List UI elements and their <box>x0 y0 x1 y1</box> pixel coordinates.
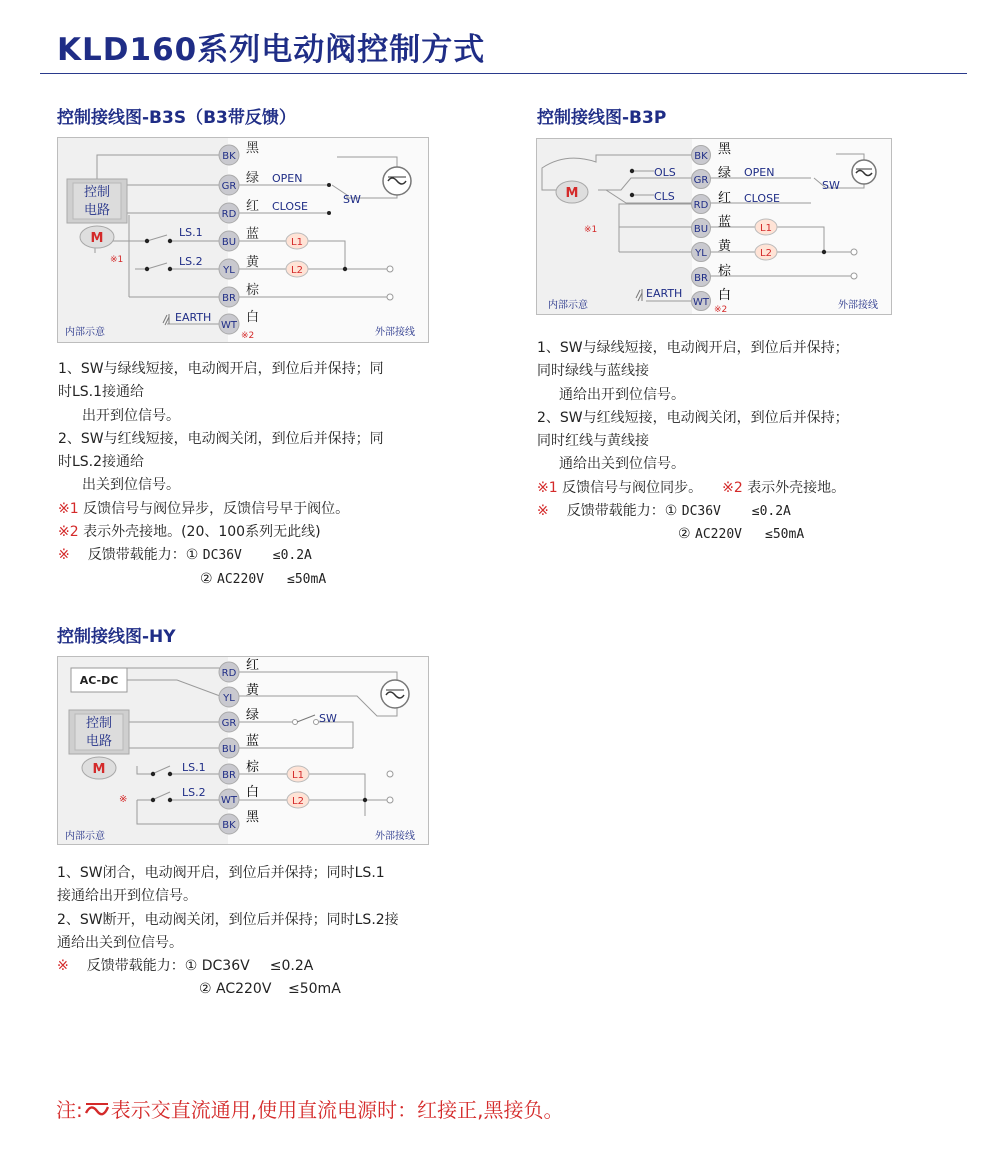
svg-text:L2: L2 <box>292 796 304 807</box>
svg-text:L2: L2 <box>760 248 772 259</box>
b3p-ols-label: OLS <box>654 166 676 179</box>
b3s-ctrl-label-1: 控制 <box>83 185 111 200</box>
b3s-earth-label: EARTH <box>175 311 212 324</box>
b3s-lamp-l2 <box>286 261 308 277</box>
b3p-capacity-2: ② AC220V ≤50mA <box>678 526 805 543</box>
b3p-cls-label: CLS <box>654 190 675 203</box>
b3s-lamp-l1 <box>286 233 308 249</box>
svg-text:YL: YL <box>223 693 235 704</box>
hy-internal-label: 内部示意 <box>65 831 105 842</box>
b3s-heading: 控制接线图-B3S（B3带反馈） <box>57 108 296 128</box>
b3s-ls1-label: LS.1 <box>179 226 203 239</box>
hy-motor-icon <box>82 757 116 779</box>
b3p-lamp-l2 <box>755 244 777 260</box>
b3s-remark-1: ※1 反馈信号与阀位异步，反馈信号早于阀位。 <box>58 500 350 517</box>
b3s-wiring-diagram <box>57 137 429 343</box>
hy-sw-label: SW <box>319 712 337 725</box>
svg-text:红: 红 <box>718 191 732 206</box>
hy-note-1b: 接通给出开到位信号。 <box>57 888 197 905</box>
svg-text:蓝: 蓝 <box>246 734 260 749</box>
svg-text:L2: L2 <box>291 265 303 276</box>
svg-text:BR: BR <box>694 273 708 284</box>
b3s-mark2: ※2 <box>241 331 255 341</box>
svg-text:黄: 黄 <box>246 683 260 698</box>
b3p-capacity-1: ※ 反馈带载能力：① DC36V ≤0.2A <box>537 503 791 520</box>
svg-text:白: 白 <box>246 310 260 325</box>
svg-text:BR: BR <box>222 293 236 304</box>
b3p-note-2c: 通给出关到位信号。 <box>559 456 685 473</box>
svg-text:控制: 控制 <box>85 716 113 731</box>
b3p-mark1: ※1 <box>584 225 598 235</box>
footer-prefix: 注: <box>56 1098 83 1122</box>
svg-text:BK: BK <box>694 151 708 162</box>
b3p-remarks: ※1 反馈信号与阀位同步。 ※2 表示外壳接地。 <box>537 479 846 496</box>
b3s-open-label: OPEN <box>272 172 303 185</box>
svg-text:L1: L1 <box>760 223 772 234</box>
hy-control-block <box>69 710 129 754</box>
svg-text:RD: RD <box>221 668 237 679</box>
svg-text:WT: WT <box>221 320 237 331</box>
b3s-mark1: ※1 <box>110 255 124 265</box>
footer-note <box>56 1094 563 1124</box>
hy-lamp-l2 <box>287 792 309 808</box>
b3p-external-label: 外部接线 <box>838 300 878 311</box>
b3p-note-1b: 同时绿线与蓝线接 <box>537 363 649 380</box>
svg-text:黑: 黑 <box>246 810 260 825</box>
hy-external-label: 外部接线 <box>375 831 415 842</box>
b3s-note-1c: 出开到位信号。 <box>82 407 180 424</box>
b3p-note-2b: 同时红线与黄线接 <box>537 433 649 450</box>
svg-text:黑: 黑 <box>718 142 732 157</box>
hy-ls2-label: LS.2 <box>182 786 206 799</box>
b3p-close-label: CLOSE <box>744 192 781 205</box>
b3s-ctrl-label-2: 电路 <box>83 203 111 218</box>
svg-text:黄: 黄 <box>246 255 260 270</box>
svg-text:黑: 黑 <box>246 141 260 156</box>
b3p-open-label: OPEN <box>744 166 775 179</box>
b3p-notes <box>537 337 849 547</box>
b3p-ac-dc-source-icon <box>852 160 876 184</box>
b3s-note-2b: 时LS.2接通给 <box>58 454 145 471</box>
svg-text:黄: 黄 <box>718 239 732 254</box>
b3p-note-2a: 2、SW与红线短接，电动阀关闭，到位后并保持； <box>537 409 849 426</box>
b3s-internal-label: 内部示意 <box>65 327 105 338</box>
svg-text:BR: BR <box>222 770 236 781</box>
svg-text:GR: GR <box>221 718 237 729</box>
hy-heading: 控制接线图-HY <box>57 627 176 647</box>
b3s-note-2a: 2、SW与红线短接，电动阀关闭，到位后并保持；同 <box>58 430 384 447</box>
b3s-notes <box>58 358 384 591</box>
b3p-motor-icon <box>556 181 588 203</box>
svg-text:M: M <box>92 762 106 777</box>
svg-text:WT: WT <box>693 297 709 308</box>
svg-text:棕: 棕 <box>718 264 732 279</box>
b3s-motor-icon <box>80 226 114 248</box>
page-title: KLD160系列电动阀控制方式 <box>57 32 486 68</box>
hy-lamp-l1 <box>287 766 309 782</box>
b3s-external-label: 外部接线 <box>375 327 415 338</box>
svg-text:电路: 电路 <box>85 734 113 749</box>
footer-text: 表示交直流通用,使用直流电源时：红接正,黑接负。 <box>110 1098 564 1122</box>
svg-text:白: 白 <box>718 288 732 303</box>
hy-notes <box>57 862 399 1002</box>
b3p-mark2: ※2 <box>714 305 728 315</box>
svg-text:蓝: 蓝 <box>246 227 260 242</box>
svg-text:BU: BU <box>221 237 237 248</box>
svg-text:棕: 棕 <box>246 760 260 775</box>
svg-text:红: 红 <box>246 199 260 214</box>
svg-text:AC-DC: AC-DC <box>79 674 119 687</box>
svg-text:绿: 绿 <box>246 171 260 186</box>
title-rule <box>40 73 967 74</box>
hy-capacity-2: ② AC220V ≤50mA <box>199 981 341 998</box>
svg-text:RD: RD <box>221 209 237 220</box>
svg-text:白: 白 <box>246 785 260 800</box>
svg-text:GR: GR <box>221 181 237 192</box>
svg-text:BK: BK <box>222 820 236 831</box>
hy-ac-dc-source-icon <box>381 680 409 708</box>
hy-note-2a: 2、SW断开，电动阀关闭，到位后并保持；同时LS.2接 <box>57 911 399 928</box>
b3s-sw-label: SW <box>343 193 361 206</box>
b3s-note-1b: 时LS.1接通给 <box>58 384 145 401</box>
b3s-capacity-1: ※ 反馈带载能力：① DC36V ≤0.2A <box>58 547 312 564</box>
hy-acdc-box <box>71 668 127 692</box>
svg-text:绿: 绿 <box>718 166 732 181</box>
b3p-internal-label: 内部示意 <box>548 300 588 311</box>
b3s-note-1a: 1、SW与绿线短接，电动阀开启，到位后并保持；同 <box>58 361 384 377</box>
b3p-heading: 控制接线图-B3P <box>537 108 667 128</box>
b3p-note-1c: 通给出开到位信号。 <box>559 386 685 403</box>
svg-text:L1: L1 <box>291 237 303 248</box>
ac-dc-symbol-icon <box>83 1099 111 1124</box>
b3s-capacity-2: ② AC220V ≤50mA <box>200 570 327 587</box>
svg-text:BK: BK <box>222 151 236 162</box>
svg-text:WT: WT <box>221 795 237 806</box>
svg-text:BU: BU <box>693 224 709 235</box>
hy-note-1a: 1、SW闭合，电动阀开启，到位后并保持；同时LS.1 <box>57 865 385 881</box>
hy-note-2b: 通给出关到位信号。 <box>57 934 183 951</box>
b3s-ac-dc-source-icon <box>383 167 411 195</box>
svg-text:BU: BU <box>221 744 237 755</box>
svg-text:RD: RD <box>693 200 709 211</box>
b3s-ls2-label: LS.2 <box>179 255 203 268</box>
b3s-close-label: CLOSE <box>272 200 309 213</box>
svg-text:YL: YL <box>223 265 235 276</box>
b3p-lamp-l1 <box>755 219 777 235</box>
b3p-earth-label: EARTH <box>646 287 683 300</box>
b3s-note-2c: 出关到位信号。 <box>82 477 180 494</box>
b3p-note-1a: 1、SW与绿线短接，电动阀开启，到位后并保持； <box>537 340 849 356</box>
svg-text:红: 红 <box>246 658 260 673</box>
b3s-control-block <box>67 179 127 223</box>
b3s-remark-2: ※2 表示外壳接地。(20、100系列无此线) <box>58 524 321 541</box>
svg-text:蓝: 蓝 <box>718 215 732 230</box>
svg-text:M: M <box>565 186 579 201</box>
svg-text:棕: 棕 <box>246 283 260 298</box>
svg-text:GR: GR <box>693 175 709 186</box>
hy-capacity-1: ※ 反馈带载能力：① DC36V ≤0.2A <box>57 958 314 975</box>
hy-wiring-diagram <box>57 656 429 845</box>
b3p-sw-label: SW <box>822 179 840 192</box>
svg-text:绿: 绿 <box>246 708 260 723</box>
hy-ls1-label: LS.1 <box>182 761 206 774</box>
b3p-wiring-diagram <box>536 138 892 315</box>
svg-text:L1: L1 <box>292 770 304 781</box>
svg-text:M: M <box>90 231 104 246</box>
svg-text:YL: YL <box>695 248 707 259</box>
hy-mark: ※ <box>119 794 128 805</box>
